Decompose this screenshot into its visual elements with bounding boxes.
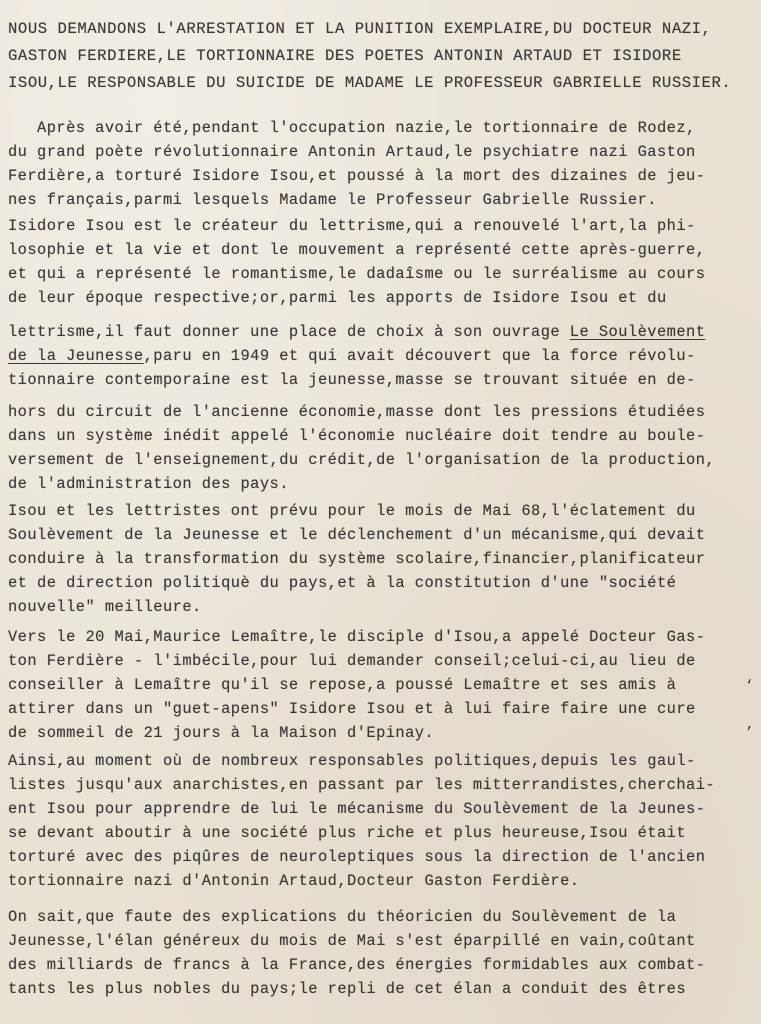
body-line: On sait,que faute des explications du théoricien du Soulèvement de la: [8, 908, 677, 926]
body-line: ent Isou pour apprendre de lui le mécanisme du Soulèvement de la Jeunes-: [8, 800, 706, 818]
body-line: nes français,parmi lesquels Madame le Professeur Gabrielle Russier.: [8, 191, 657, 209]
body-line: Jeunesse,l'élan généreux du mois de Mai s'est éparpillé en vain,coûtant: [8, 932, 696, 950]
body-line: [8, 346, 696, 366]
book-title-underlined: Le Soulèvement: [569, 323, 706, 341]
heading-line: GASTON FERDIERE,LE TORTIONNAIRE DES POETES ANTONIN ARTAUD ET ISIDORE: [8, 47, 682, 65]
body-line: de sommeil de 21 jours à la Maison d'Epinay.: [8, 724, 435, 742]
body-line: losophie et la vie et dont le mouvement a représenté cette après-guerre,: [8, 241, 706, 259]
ink-mark-icon: ‘: [745, 678, 754, 694]
body-line: Vers le 20 Mai,Maurice Lemaître,le disciple d'Isou,a appelé Docteur Gas-: [8, 628, 706, 646]
heading-line: ISOU,LE RESPONSABLE DU SUICIDE DE MADAME LE PROFESSEUR GABRIELLE RUSSIER.: [8, 74, 732, 92]
body-line: de l'administration des pays.: [8, 475, 289, 493]
body-line-text: lettrisme,il faut donner une place de choix à son ouvrage: [8, 323, 570, 341]
body-line: tortionnaire nazi d'Antonin Artaud,Docteur Gaston Ferdière.: [8, 872, 580, 890]
book-title-underlined: de la Jeunesse: [8, 347, 144, 365]
body-line: torturé avec des piqûres de neuroleptiques sous la direction de l'ancien: [8, 848, 706, 866]
body-line: Soulèvement de la Jeunesse et le déclenchement d'un mécanisme,qui devait: [8, 526, 706, 544]
body-line: listes jusqu'aux anarchistes,en passant par les mitterrandistes,cherchai-: [8, 776, 716, 794]
body-line: versement de l'enseignement,du crédit,de l'organisation de la production,: [8, 451, 716, 469]
body-line: hors du circuit de l'ancienne économie,masse dont les pressions étudiées: [8, 403, 706, 421]
body-line: de leur époque respective;or,parmi les apports de Isidore Isou et du: [8, 289, 667, 307]
body-line: conduire à la transformation du système scolaire,financier,planificateur: [8, 550, 706, 568]
body-line: dans un système inédit appelé l'économie nucléaire doit tendre au boule-: [8, 427, 706, 445]
body-line: des milliards de francs à la France,des énergies formidables aux combat-: [8, 956, 706, 974]
body-line: Isou et les lettristes ont prévu pour le mois de Mai 68,l'éclatement du: [8, 502, 696, 520]
body-line: du grand poète révolutionnaire Antonin Artaud,le psychiatre nazi Gaston: [8, 143, 696, 161]
body-line: se devant aboutir à une société plus riche et plus heureuse,Isou était: [8, 824, 687, 842]
body-line: nouvelle" meilleure.: [8, 598, 202, 616]
body-line: [8, 322, 705, 342]
ink-mark-icon: ’: [745, 725, 754, 741]
body-line: tants les plus nobles du pays;le repli de cet élan a conduit des êtres: [8, 980, 687, 998]
body-line: et qui a représenté le romantisme,le dadaîsme ou le surréalisme au cours: [8, 265, 706, 283]
heading-line: NOUS DEMANDONS L'ARRESTATION ET LA PUNITION EXEMPLAIRE,DU DOCTEUR NAZI,: [8, 20, 712, 38]
body-line: conseiller à Lemaître qu'il se repose,a poussé Lemaître et ses amis à: [8, 676, 677, 694]
body-line: attirer dans un "guet-apens" Isidore Isou et à lui faire faire une cure: [8, 700, 696, 718]
body-line: et de direction politiquè du pays,et à la constitution d'une "société: [8, 574, 677, 592]
body-line-text: ,paru en 1949 et qui avait découvert que la force révolu-: [143, 347, 696, 365]
body-line: tionnaire contemporaine est la jeunesse,masse se trouvant située en de-: [8, 371, 696, 389]
body-line: Après avoir été,pendant l'occupation nazie,le tortionnaire de Rodez,: [8, 119, 696, 137]
body-line: Ferdière,a torturé Isidore Isou,et poussé à la mort des dizaines de jeu-: [8, 167, 706, 185]
body-line: Ainsi,au moment où de nombreux responsables politiques,depuis les gaul-: [8, 752, 696, 770]
body-line: ton Ferdière - l'imbécile,pour lui demander conseil;celui-ci,au lieu de: [8, 652, 696, 670]
body-line: Isidore Isou est le créateur du lettrisme,qui a renouvelé l'art,la phi-: [8, 217, 696, 235]
